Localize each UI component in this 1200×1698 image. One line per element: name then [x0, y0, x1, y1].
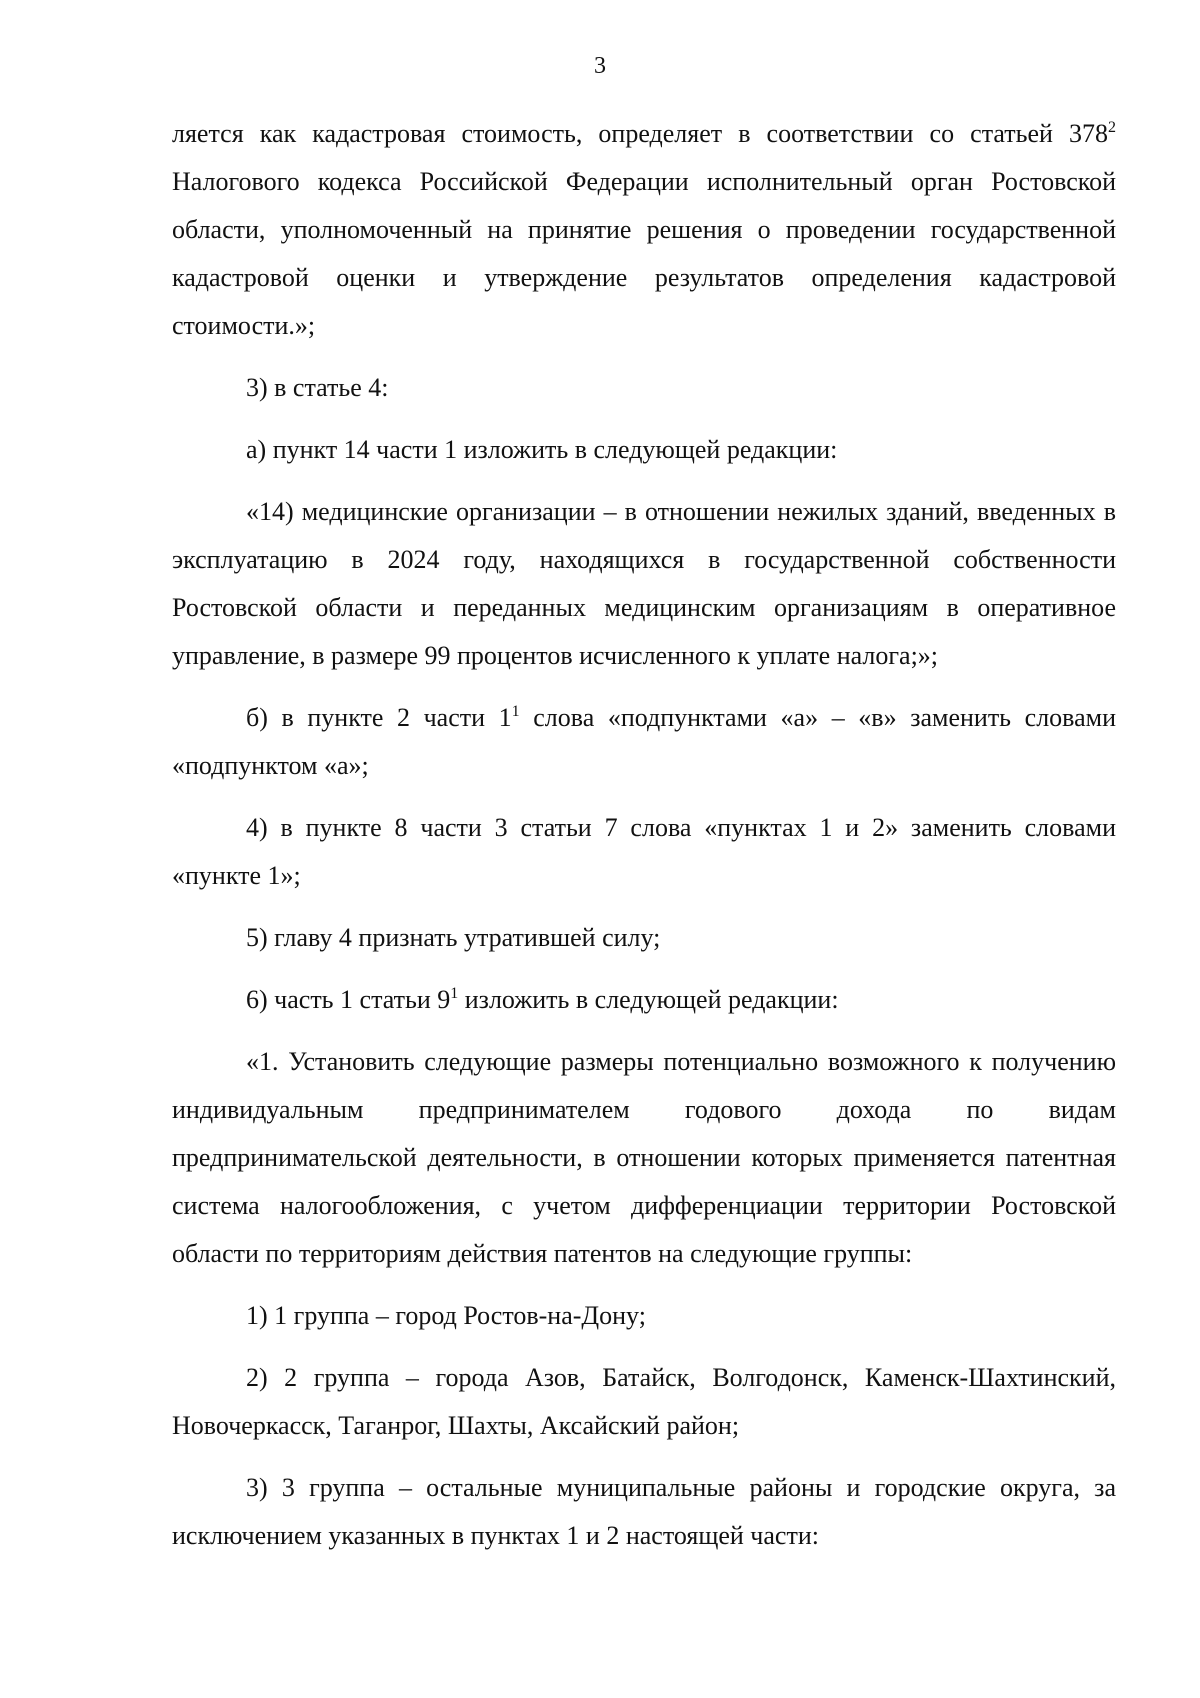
paragraph-item-5: 5) главу 4 признать утратившей силу;: [246, 923, 661, 952]
paragraph-subitem-a: а) пункт 14 части 1 изложить в следующей редакции:: [246, 435, 838, 464]
superscript: 1: [511, 703, 520, 720]
paragraph-text: Налогового кодекса Российской Федерации исполнительный орган Ростовской области, уполномоченный на принятие решения о проведении государственной кадастровой оценки и утверждение результатов определения кадастровой стоимости.»;: [172, 167, 1116, 340]
paragraph-text: слова «подпунктами «а» – «в» заменить словами «подпунктом «а»;: [172, 703, 1117, 780]
paragraph-item-3: 3) в статье 4:: [246, 373, 389, 402]
paragraph-item-4: 4) в пункте 8 части 3 статьи 7 слова «пунктах 1 и 2» заменить словами «пункте 1»;: [172, 813, 1116, 890]
paragraph-text: ляется как кадастровая стоимость, определяет в соответствии со статьей 378: [172, 119, 1108, 148]
document-body: [172, 110, 1116, 1560]
paragraph-continuation: [172, 110, 1116, 350]
paragraph-text: изложить в следующей редакции:: [458, 985, 839, 1014]
paragraph-group-3: 3) 3 группа – остальные муниципальные районы и городские округа, за исключением указанных в пунктах 1 и 2 настоящей части:: [172, 1473, 1116, 1550]
paragraph-quote-1: «1. Установить следующие размеры потенциально возможного к получению индивидуальным предпринимателем годового дохода по видам предпринимательской деятельности, в отношении которых применяется патентная система налогообложения, с учетом дифференциации территории Ростовской области по территориям действия патентов на следующие группы:: [172, 1047, 1116, 1268]
superscript: 1: [450, 985, 459, 1002]
paragraph-item-6: [172, 976, 1116, 1024]
paragraph-quote-14: «14) медицинские организации – в отношении нежилых зданий, введенных в эксплуатацию в 2024 году, находящихся в государственной собственности Ростовской области и переданных медицинским организациям в оперативное управление, в размере 99 процентов исчисленного к уплате налога;»;: [172, 497, 1116, 670]
superscript: 2: [1108, 119, 1116, 136]
page-number: 3: [594, 53, 606, 79]
paragraph-text: б) в пункте 2 части 1: [246, 703, 512, 732]
paragraph-subitem-b: [172, 694, 1116, 790]
paragraph-group-1: 1) 1 группа – город Ростов-на-Дону;: [246, 1301, 646, 1330]
paragraph-group-2: 2) 2 группа – города Азов, Батайск, Волгодонск, Каменск-Шахтинский, Новочеркасск, Таганрог, Шахты, Аксайский район;: [172, 1363, 1116, 1440]
paragraph-text: 6) часть 1 статьи 9: [246, 985, 451, 1014]
